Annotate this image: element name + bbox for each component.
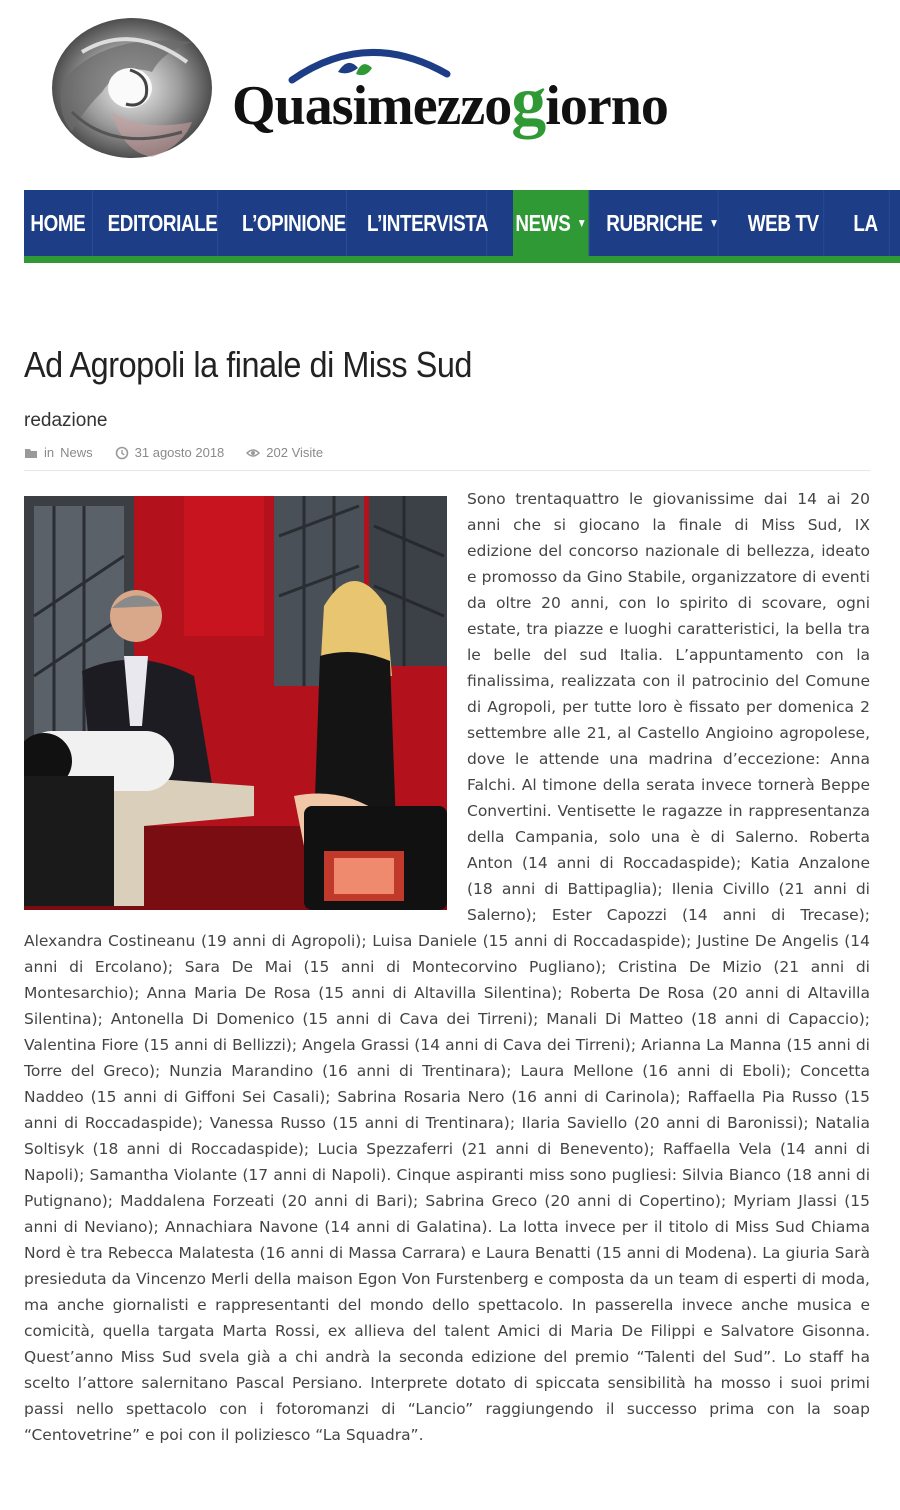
newspaper-roll-logo[interactable]: [42, 12, 218, 164]
nav-editoriale[interactable]: [108, 190, 218, 256]
chevron-down-icon: ▼: [708, 216, 718, 230]
nav-rubriche-label: RUBRICHE: [605, 209, 703, 236]
chevron-down-icon: ▼: [577, 216, 587, 230]
article-body-text: Sono trentaquattro le giovanissime dai 14 ai 20 anni che si giocano la finale di Miss Sud, IX edizione del concorso nazionale di bellezza, ideato e promosso da Gino Stabile, organizzatore di eventi da oltre 20 anni, con lo spirito di scovare, ogni estate, tra piazze e luoghi caratteristici, la bella tra le belle del sud Italia. L’appuntamento con la finalissima, realizzata con il patrocinio del Comune di Agropoli, per tutte loro è fissato per domenica 2 settembre alle 21, al Castello Angioino agropolese, dove le attende una madrina d’eccezione: Anna Falchi. Al timone della serata invece tornerà Beppe Convertini. Ventisette le ragazze in rappresentanza della Campania, solo una è di Salerno. Roberta Anton (14 anni di Roccadaspide); Katia Anzalone (18 anni di Battipaglia); Ilenia Civillo (21 anni di Salerno); Ester Capozzi (14 anni di Trecase); Alexandra Costineanu (19 anni di Agropoli); Luisa Daniele (15 anni di Roccadaspide); Justine De Angelis (14 anni di Ercolano); Sara De Mai (15 anni di Montecorvino Pugliano); Cristina De Mizio (21 anni di Montesarchio); Anna Maria De Rosa (15 anni di Altavilla Silentina); Roberta De Rosa (20 anni di Altavilla Silentina); Antonella Di Domenico (15 anni di Cava dei Tirreni); Manali Di Matteo (18 anni di Capaccio); Valentina Fiore (15 anni di Bellizzi); Angela Grassi (14 anni di Cava dei Tirreni); Arianna La Manna (15 anni di Torre del Greco); Nunzia Marandino (16 anni di Trentinara); Laura Mellone (16 anni di Eboli); Concetta Naddeo (15 anni di Giffoni Sei Casali); Sabrina Rosaria Nero (16 anni di Carinola); Raffaella Pia Russo (15 anni di Roccadaspide); Vanessa Russo (15 anni di Trentinara); Ilaria Saviello (20 anni di Baronissi); Natalia Soltisyk (18 anni di Roccadaspide); Lucia Spezzaferri (21 anni di Benevento); Raffaella Vela (14 anni di Napoli); Samantha Violante (17 anni di Napoli). Cinque aspiranti miss sono pugliesi: Silvia Bianco (18 anni di Putignano); Maddalena Forzeati (20 anni di Bari); Sabrina Greco (20 anni di Copertino); Myriam Jlassi (15 anni di Neviano); Annachiara Navone (14 anni di Galatina). La lotta invece per il titolo di Miss Sud Chiama Nord è tra Rebecca Malatesta (16 anni di Massa Carrara) e Laura Benatti (15 anni di Modena). La giuria Sarà presieduta da Vincenzo Merli della maison Egon Von Furstenberg e composta da un team di esperti di moda, ma anche giornalisti e rappresentanti del mondo dello spettacolo. In passerella invece anche musica e comicità, quella targata Marta Rossi, ex allieva del talent Amici di Maria De Filippi e Salvatore Gisonna. Quest’anno Miss Sud svela già a chi andrà la seconda edizione del premio “Talenti del Sud”. Lo staff ha scelto l’attore salernitano Pascal Persiano. Interprete dotato di spiccata sensibilità ha mosso i suoi primi passi nello spettacolo con i fotoromanzi di “Lancio” raggiungendo il successo prima con la soap “Centovetrine” e poi con il poliziesco “La Squadra”.: [24, 490, 870, 1444]
photo-float-spacer: [24, 486, 467, 926]
eye-icon: [246, 446, 260, 460]
main-nav: [24, 190, 900, 263]
nav-web-tv[interactable]: [743, 190, 824, 256]
folder-icon: [24, 446, 38, 460]
nav-home[interactable]: [24, 190, 93, 256]
nav-opinione-label: L’OPINIONE: [241, 209, 346, 236]
brand-prefix: Quasimezzo: [232, 75, 512, 137]
nav-home-label: HOME: [30, 209, 86, 236]
nav-intervista[interactable]: [369, 190, 487, 256]
clock-icon: [115, 446, 129, 460]
article-meta: [24, 445, 323, 460]
nav-news[interactable]: [513, 190, 590, 256]
brand-suffix: iorno: [545, 75, 668, 137]
nav-la[interactable]: [842, 190, 890, 256]
meta-category-prefix: in: [44, 445, 55, 460]
site-header: [0, 0, 900, 190]
article-author[interactable]: redazione: [24, 410, 108, 431]
article-body: [24, 486, 870, 1448]
site-brand[interactable]: [232, 62, 668, 142]
brand-g: g: [511, 63, 546, 140]
meta-divider: [24, 470, 870, 471]
nav-intervista-label: L’INTERVISTA: [367, 209, 489, 236]
nav-web-tv-label: WEB TV: [747, 209, 819, 236]
nav-news-label: NEWS: [515, 209, 571, 236]
nav-la-label: LA: [853, 209, 878, 236]
nav-rubriche[interactable]: [607, 190, 719, 256]
meta-views: 202 Visite: [266, 445, 324, 460]
nav-opinione[interactable]: [242, 190, 347, 256]
meta-category-link[interactable]: News: [60, 445, 93, 460]
meta-date: 31 agosto 2018: [134, 445, 225, 460]
nav-editoriale-label: EDITORIALE: [107, 209, 218, 236]
article-title: Ad Agropoli la finale di Miss Sud: [24, 344, 473, 385]
